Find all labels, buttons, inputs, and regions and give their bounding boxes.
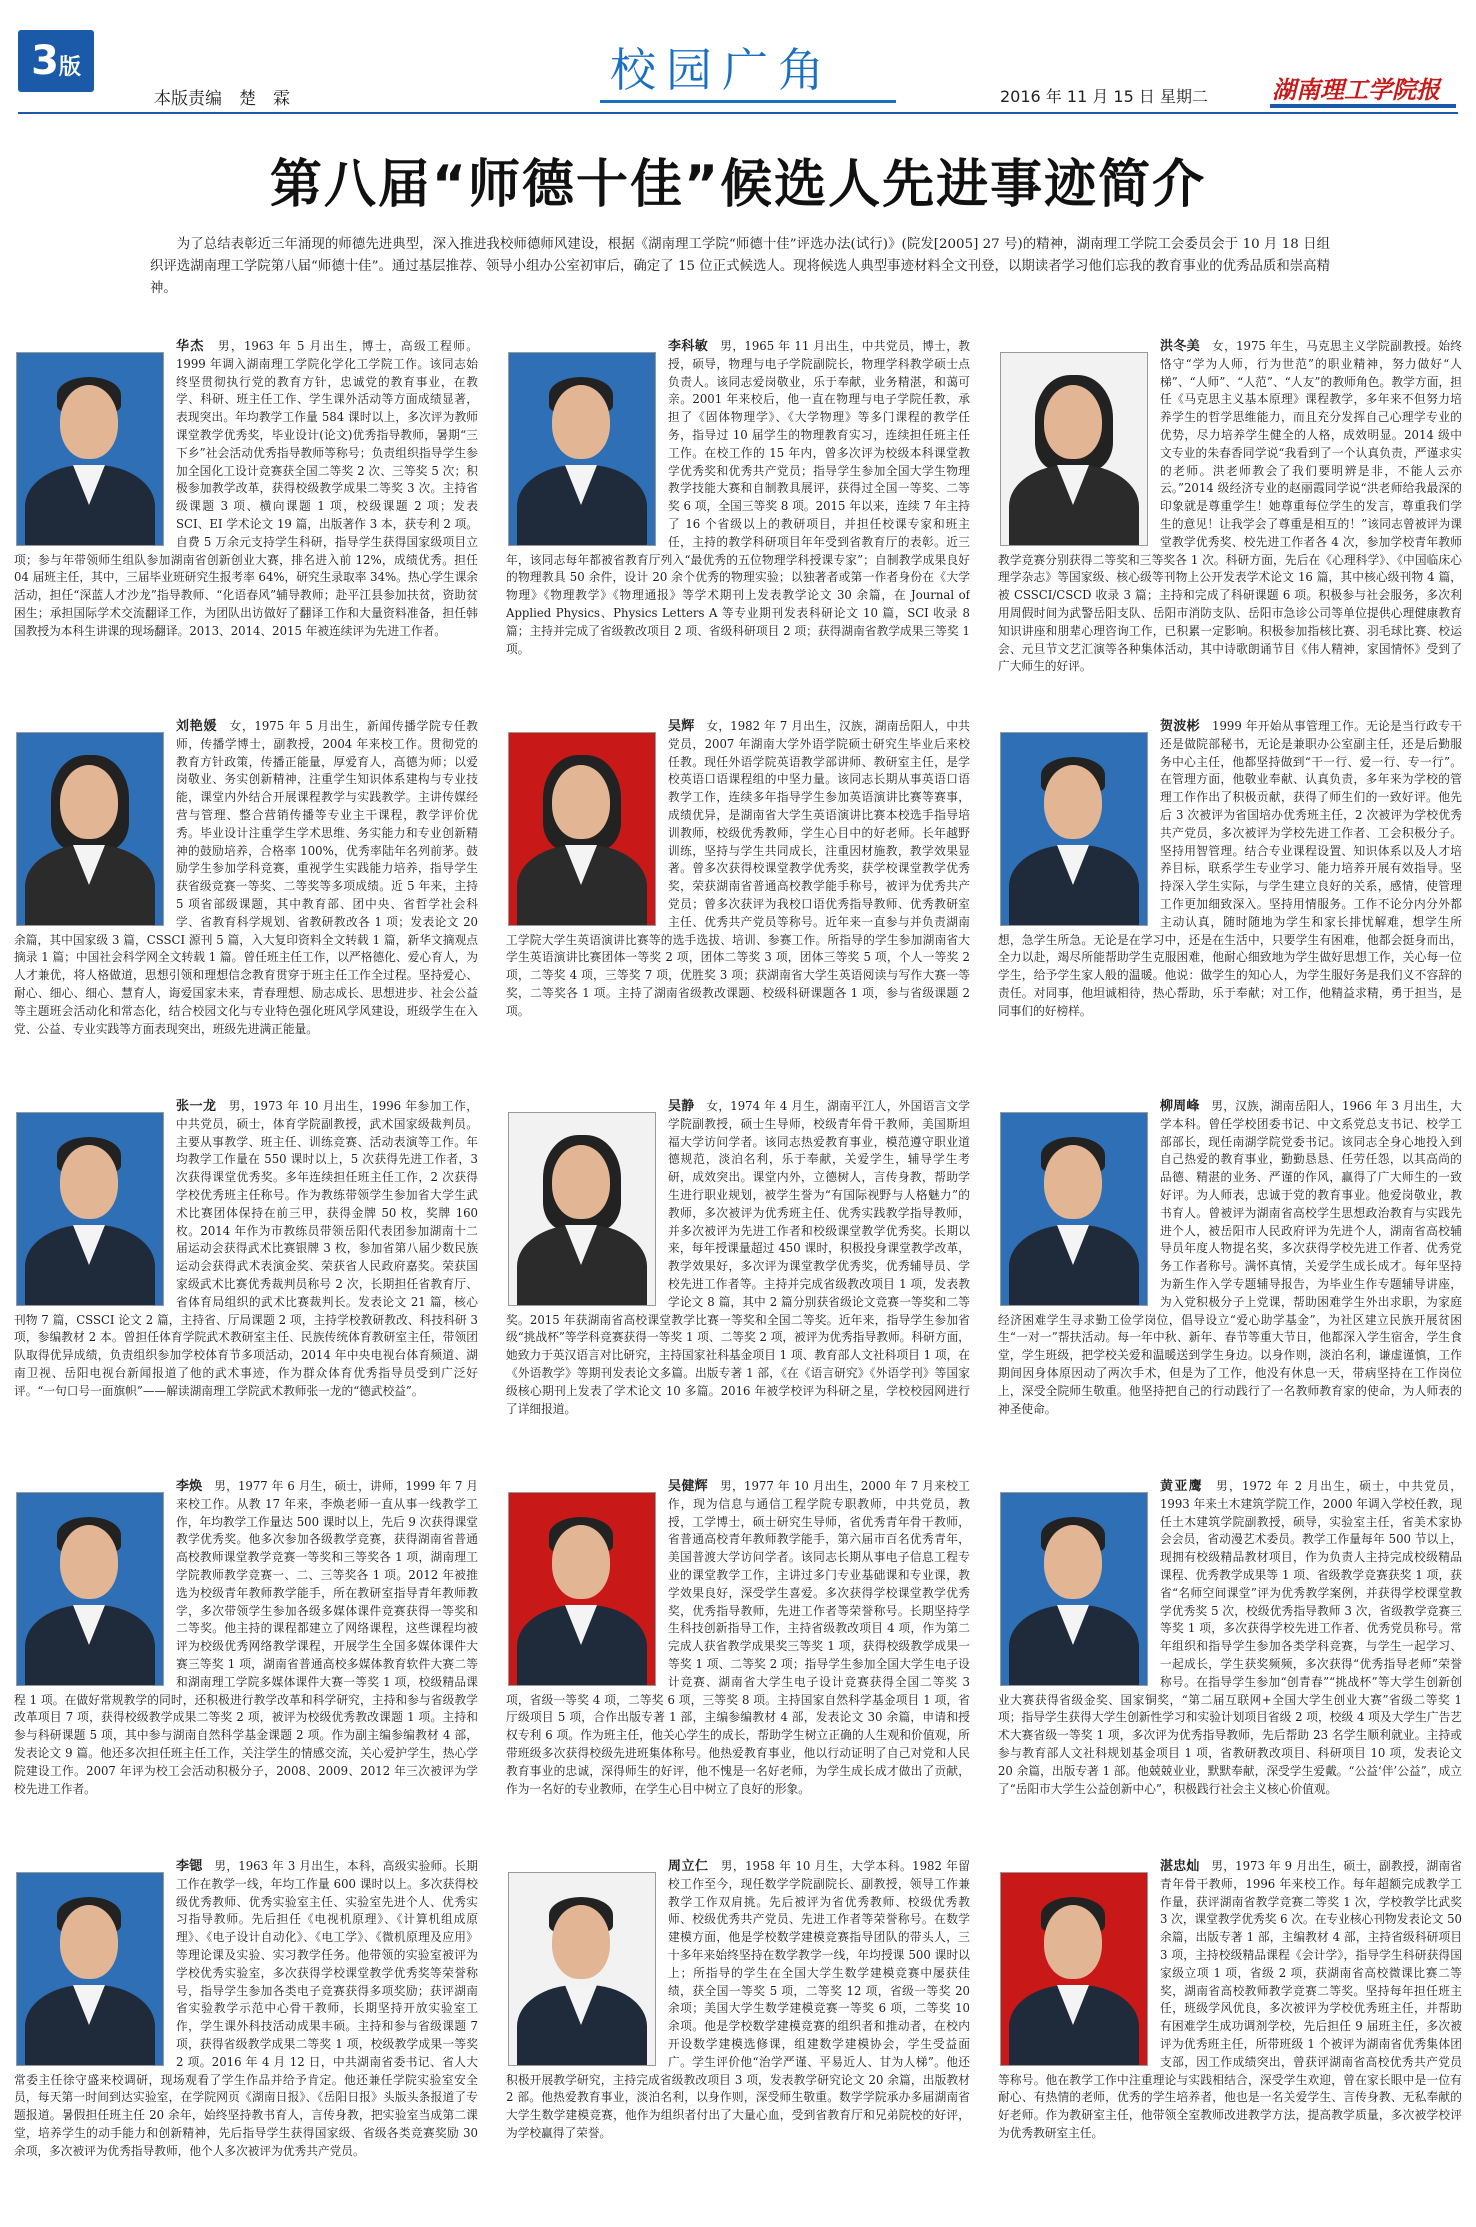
candidate-photo — [1000, 1492, 1148, 1686]
candidate-bio-text: 女，1982 年 7 月出生，汉族，湖南岳阳人，中共党员，2007 年湖南大学外语学院硕士研究生毕业后来校任教。现任外语学院英语教学部讲师、教研室主任，是学校英语口语课程组的中坚力量。该同志长期从事英语口语教学工作，连续多年指导学生参加英语演讲比赛等赛事，成绩优异，是湖南省大学生英语演讲比赛本校选手指导培训教师，校级优秀教师，学生心目中的好老师。长年越野训练，坚持与学生共同成长，注重因材施教，教学效果显著。曾多次获得校课堂教学优秀奖，获学校课堂教学优秀奖，荣获湖南省普通高校教学能手称号，被评为优秀共产党员；曾多次获评为我校口语优秀指导教师、优秀教研室主任、优秀共产党员等称号。近年来一直参与并负责湖南工学院大学生英语演讲比赛等的选手选拔、培训、参赛工作。所指导的学生参加湖南省大学生英语演讲比赛团体一等奖 2 项，团体二等奖 3 项，团体三等奖 5 项，个人一等奖 2 项，二等奖 4 项，三等奖 7 项，优胜奖 3 项；获湖南省大学生英语阅读与写作大赛一等奖，二等奖各 1 项。主持了湖南省级教改课题、校级科研课题各 1 项，参与省级课题 2 项。 — [506, 719, 970, 1018]
newspaper-brand: 湖南理工学院报 — [1272, 75, 1440, 104]
candidate-card — [506, 1470, 970, 1830]
candidate-card — [506, 330, 970, 690]
candidate-card — [998, 710, 1462, 1070]
candidate-bio-text: 女，1975 年 5 月出生，新闻传播学院专任教师，传播学博士，副教授，2004 年来校工作。贯彻党的教育方针政策，传播正能量，厚爱育人，高德为师；以爱岗敬业、务实创新精神，注重学生知识体系建构与专业技能，课堂内外结合开展课程教学与实践教学。主讲传媒经营与管理、整合营销传播等专业主干课程，教学评价优秀。毕业设计注重学生学术思维、务实能力和专业创新精神的鼓励培养，合格率 100%，优秀率陆年名列前茅。鼓励学生参加学科竞赛，重视学生实践能力培养，指导学生获省级竞赛一等奖、二等奖等多项成绩。近 5 年来，主持 5 项省部级课题，其中教育部、团中央、省哲学社会科学、省教育科学规划、省教研教改各 1 项；发表论文 20 余篇，其中国家级 3 篇，CSSCI 源刊 5 篇，入大复印资料全文转载 1 篇，新华文摘观点摘录 1 篇；中国社会科学网全文转载 1 篇。曾任班主任工作，以严格德化、爱心育人，为人才兼优，将人格做道，思想引领和理想信念教育贯穿于班主任工作全过程。坚持爱心、耐心、细心、细心、慧育人，诲爱国家未来，青春理想、励志成长、思想进步、社会公益等主题班会活动化和常态化，结合校园文化与专业特色强化班风学风建设，班级学生在入党、公益、专业实践等方面表现突出，班级先进满正能量。 — [14, 719, 478, 1036]
candidate-bio-text: 男，汉族，湖南岳阳人，1966 年 3 月出生，大学本科。曾任学校团委书记、中文系党总支书记、校学工部部长，现任南湖学院党委书记。该同志全身心地投入到自己热爱的教育事业，勤勤恳恳、任劳任怨，以其高尚的品德、精湛的业务、严谨的作风，赢得了广大师生的一致好评。为人师表，忠诚于党的教育事业。他爱岗敬业，教书育人。曾被评为湖南省高校学生思想政治教育与实践先进个人，被岳阳市人民政府评为先进个人，湖南省高校辅导员年度人物提名奖，多次获得学校先进工作者、优秀党务工作者称号。满怀真情，关爱学生成长成才。每年坚持为新生作入学专题辅导报告，为毕业生作专题辅导讲座，为入党积极分子上党课，帮助困难学生外出求职，为家庭经济困难学生寻求勤工俭学岗位，倡导设立“爱心助学基金”，为社区建立民族开展贫困生“一对一”帮扶活动。每一年中秋、新年、春节等重大节日，他都深入学生宿舍，学生食堂，学生班级，把学校关爱和温暖送到学生身边。以身作则，淡泊名利，谦虚谨慎，工作期间因身体原因动了两次手术，但是为了工作，他没有休息一天，带病坚持在工作岗位上，深受全院师生敬重。他坚持把自己的行动践行了一名教师教育家的使命，为人师表的神圣使命。 — [998, 1099, 1462, 1416]
candidate-card — [14, 1090, 478, 1450]
candidate-photo — [1000, 352, 1148, 546]
candidate-name: 柳周峰 — [1160, 1099, 1200, 1114]
candidate-bio-text: 1999 年开始从事管理工作。无论是当行政专干还是做院部秘书，无论是兼职办公室副主任，还是后勤服务中心主任，他都坚持做到“干一行、爱一行、专一行”。在管理方面，他敬业奉献、认真负责，多年来为学校的管理工作作出了积极贡献，获得了师生们的一致好评。他先后 3 次被评为省国培办优秀班主任，2 次被评为学校优秀共产党员，多次被评为学校先进工作者、工会积极分子。坚持用智管理。结合专业课程设置、知识体系以及人才培养目标，联系学生专业学习、能力培养开展有效指导。坚持深入学生实际，与学生建立良好的关系，感情，使管理工作更加细致深入。坚持用情服务。工作不论分内分外都主动认真，随时随地为学生和家长排忧解难，想学生所想，急学生所急。无论是在学习中，还是在生活中，只要学生有困难，他都会挺身而出，全力以赴，竭尽所能帮助学生克服困难，他耐心细致地为学生做好思想工作，关心每一位学生，给予学生家人般的温暖。他说：做学生的知心人，为学生服好务是我们义不容辞的责任。对同事，他坦诚相待，热心帮助，乐于奉献；对工作，他精益求精，勇于担当，是同事们的好榜样。 — [998, 719, 1462, 1018]
candidate-bio-text: 女，1975 年生，马克思主义学院副教授。始终恪守“学为人师，行为世范”的职业精神，努力做好“人梯”、“人师”、“人范”、“人友”的教师角色。教学方面，担任《马克思主义基本原理》课程教学，多年来不但努力培养学生的哲学思维能力，而且充分发挥自己心理学专业的优势，尽力培养学生健全的人格，成效明显。2014 级中文专业的朱春香同学说“我看到了一个认真负责，严谨求实的老师。洪老师教会了我们要明辨是非，不能人云亦云。”2014 级经济专业的赵丽霞同学说“洪老师给我最深的印象就是尊重学生！她尊重每位学生的发言，尊重我们学生的意见！让我学会了尊重是相互的！”该同志曾被评为课堂教学优秀奖、校先进工作者各 4 次，参加学校青年教师教学竞赛分别获得二等奖和三等奖各 1 次。科研方面，先后在《心理科学》、《中国临床心理学杂志》等国家级、核心级等刊物上公开发表学术论文 16 篇，其中核心级刊物 4 篇，被 CSSCI/CSCD 收录 3 篇；主持和完成了科研课题 6 项。积极参与社会服务，多次利用周假时间为武警岳阳支队、岳阳市消防支队、岳阳市急诊公司等单位提供心理健康教育知识讲座和朋辈心理咨询工作，已积累一定影响。积极参加指核比赛、羽毛球比赛、校运会、元旦节文艺汇演等各种集体活动，其中诗歌朗诵节目《伟人精神，家国情怀》受到了广大师生的好评。 — [998, 339, 1462, 674]
candidate-name: 周立仁 — [668, 1859, 709, 1874]
candidate-card — [998, 1850, 1462, 2210]
candidate-bio-text: 男，1963 年 5 月出生，博士，高级工程师。1999 年调入湖南理工学院化学化工学院工作。该同志始终坚贯彻执行党的教育方针，忠诚党的教育事业，在教学、科研、班主任工作、学生课外活动等方面成绩显著，表现突出。年均教学工作量 584 课时以上，多次评为教师课堂教学优秀奖，毕业设计(论文)优秀指导教师，暑期“三下乡”社会活动优秀指导教师等称号；负责组织指导学生参加全国化工设计竞赛获全国二等奖 2 次、三等奖 5 次；积极参加教学改革，获得校级教学成果二等奖 3 次。主持省级课题 3 项、横向课题 1 项，校级课题 2 项；发表 SCI、EI 学术论文 19 篇，出版著作 3 本，获专利 2 项。自费 5 万余元支持学生科研，指导学生获得国家级项目立项；参与年带领师生组队参加湖南省创新创业大赛，排名进入前 12%，成绩优秀。担任 04 届班主任，其中，三届毕业班研究生报考率 64%，研究生录取率 34%。热心学生课余活动，担任“深蓝人才沙龙”指导教师、“化语春风”辅导教师；赴平江县参加扶贫，资助贫困生；承担国际学术交流翻译工作，为团队出访做好了翻译工作和大量资料准备，担任韩国教授为本科生讲课的现场翻译。2013、2014、2015 年被连续评为先进工作者。 — [14, 339, 478, 638]
candidate-bio-text: 男，1977 年 6 月生，硕士，讲师，1999 年 7 月来校工作。从教 17 年来，李焕老师一直从事一线教学工作，年均教学工作量达 500 课时以上，先后 9 次获得课堂教学优秀奖。他多次参加各级教学竞赛，获得湖南省普通高校教师课堂教学竞赛一等奖和三等奖各 1 项，湖南理工学院教师教学竞赛一、二、三等奖各 1 项。2012 年被推选为校级青年教师教学能手，所在教研室指导青年教师教学，多次带领学生参加各级多媒体课件竞赛获得一等奖和二等奖。他主持的课程都建立了网络课程，这些课程均被评为校级优秀网络教学课程，开展学生全国多媒体课件大赛三等奖 1 项，湖南省普通高校多媒体教育软件大赛二等和湖南理工学院多媒体课件大赛一等奖 1 项，校级精品课程 1 项。在做好常规教学的同时，还积极进行教学改革和科学研究，主持和参与省级教学改革项目 7 项，获得校级教学成果二等奖 2 项，被评为校级优秀教改课题 1 项。主持和参与科研课题 5 项，其中参与湖南自然科学基金课题 2 项。作为副主编参编教材 4 部，发表论文 9 篇。他还多次担任班主任工作，关注学生的情感交流，关心爱护学生，热心学院建设工作。2007 年评为校工会活动积极分子，2008、2009、2012 年三次被评为学校先进工作者。 — [14, 1479, 478, 1796]
issue-date: 2016 年 11 月 15 日 星期二 — [1000, 87, 1208, 106]
candidate-name: 吴辉 — [668, 719, 695, 734]
candidate-name: 华杰 — [176, 339, 205, 354]
candidate-card — [506, 1090, 970, 1450]
candidate-name: 吴健辉 — [668, 1479, 708, 1494]
header-rule — [18, 112, 1458, 114]
candidate-name: 贺波彬 — [1160, 719, 1201, 734]
candidate-photo — [508, 1112, 656, 1306]
section-title: 校园广角 — [610, 43, 834, 97]
candidate-name: 湛忠灿 — [1160, 1859, 1200, 1874]
candidate-card — [14, 710, 478, 1070]
candidate-photo — [16, 352, 164, 546]
candidate-photo — [1000, 732, 1148, 926]
candidate-photo — [508, 1872, 656, 2066]
headline: 第八届“师德十佳”候选人先进事迹简介 — [269, 155, 1207, 215]
candidate-photo — [508, 352, 656, 546]
candidate-photo — [508, 1492, 656, 1686]
section-underline — [600, 100, 896, 103]
candidate-card — [14, 1850, 478, 2210]
candidate-bio-text: 男，1963 年 3 月出生，本科，高级实验师。长期工作在教学一线，年均工作量 600 课时以上。多次获得校级优秀教师、优秀实验室主任、实验室先进个人、优秀实习指导教师。先后担任《电视机原理》、《计算机组成原理》、《电子设计自动化》、《电工学》、《微机原理及应用》等理论课及实验、实习教学任务。他带领的实验室被评为学校优秀实验室，多次获得学校课堂教学优秀奖等荣誉称号，指导学生参加各类电子竞赛获得多项奖励；获评湖南省实验教学示范中心骨干教师，长期坚持开放实验室工作，学生课外科技活动成果丰硕。主持和参与省级课题 7 项，获得省级教学成果二等奖 1 项，校级教学成果一等奖 2 项。2016 年 4 月 12 日，中共湖南省委书记、省人大常委主任徐守盛来校调研，现场观看了学生作品并给予肯定。他还兼任学院实验室安全员，每天第一时间到达实验室，在学院网页《湖南日报》、《岳阳日报》头版头条报道了专题报道。暑假担任班主任 20 余年，始终坚持教书育人，言传身教，把实验室当成第二课堂，培养学生的动手能力和创新精神，先后指导学生获得国家级、省级各类竞赛奖励 30 余项，多次被评为优秀指导教师，他个人多次被评为优秀共产党员。 — [14, 1859, 478, 2158]
candidate-bio-text: 男，1977 年 10 月出生，2000 年 7 月来校工作，现为信息与通信工程学院专职教师，中共党员，教授，工学博士，硕士研究生导师，省优秀青年骨干教师，省普通高校青年教师教学能手，第六届市百名优秀青年，美国普渡大学访问学者。该同志长期从事电子信息工程专业的课堂教学工作，主讲过多门专业基础课和专业课，教学效果良好，深受学生喜爱。多次获得学校课堂教学优秀奖，优秀指导教师，先进工作者等荣誉称号。长期坚持学生科技创新指导工作，主持省级教改项目 4 项，作为第二完成人获省教学成果奖三等奖 1 项，获得校级教学成果一等奖 1 项、二等奖 2 项；指导学生参加全国大学生电子设计竞赛、湖南省大学生电子设计竞赛获得全国二等奖 3 项，省级一等奖 4 项，二等奖 6 项，三等奖 8 项。主持国家自然科学基金项目 1 项，省厅级项目 5 项，合作出版专著 1 部，主编参编教材 4 部，发表论文 30 余篇，申请和授权专利 6 项。作为班主任，他关心学生的成长，帮助学生树立正确的人生观和价值观，所带班级多次获得校级先进班集体称号。他热爱教育事业，他以行动证明了自己对党和人民教育事业的忠诚，深得师生的好评，他不愧是一名好老师，为学生成长成才做出了贡献，作为一名好的专业教师，在学生心目中树立了良好的形象。 — [506, 1479, 970, 1796]
candidate-bio-text: 男，1958 年 10 月生，大学本科。1982 年留校工作至今，现任数学学院副院长、副教授，领导工作兼教学工作双肩挑。先后被评为省优秀教师、校级优秀教师、校级优秀共产党员、先进工作者等荣誉称号。在数学建模方面，他是学校数学建模竞赛指导团队的带头人，三十多年来始终坚持在数学教学一线，年均授课 500 课时以上；所指导的学生在全国大学生数学建模竞赛中屡获佳绩，获全国一等奖 5 项，二等奖 12 项，省级一等奖 20 余项；美国大学生数学建模竞赛一等奖 6 项，二等奖 10 余项。他是学校数学建模竞赛的组织者和推动者，在校内开设数学建模选修课，组建数学建模协会，学生受益面广。学生评价他“治学严谨、平易近人、甘为人梯”。他还积极开展教学研究，主持完成省级教改项目 3 项，发表教学研究论文 20 余篇，出版教材 2 部。他热爱教育事业，淡泊名利，以身作则，深受师生敬重。数学学院承办多届湖南省大学生数学建模竞赛，他作为组织者付出了大量心血，受到省教育厅和兄弟院校的好评，为学校赢得了荣誉。 — [506, 1859, 970, 2140]
candidate-bio-text: 男，1965 年 11 月出生，中共党员，博士，教授，硕导，物理与电子学院副院长，物理学科教学硕士点负责人。该同志爱岗敬业，乐于奉献，业务精湛，和蔼可亲。2001 年来校后，他一直在物理与电子学院任教，承担了《固体物理学》、《大学物理》等多门课程的教学任务，指导过 10 届学生的物理教育实习，连续担任班主任工作。在校工作的 15 年内，曾多次评为校级本科课堂教学优秀奖和优秀共产党员；指导学生参加全国大学生物理教学技能大赛和自制教具展评，获得过全国一等奖、二等奖 6 项，全国三等奖 8 项。2015 年以来，连续 7 年主持了 16 个省级以上的教研项目，并担任校课专家和班主任，主持的教学科研项目年年受到省教育厅的表彰。近三年，该同志每年都被省教育厅列入“最优秀的五位物理学科授课专家”；自制教学成果良好的物理教具 50 余件，设计 20 余个优秀的物理实验；以独著者或第一作者身份在《大学物理》《物理教学》《物理通报》等学术期刊上发表教学论文 30 余篇，在 Journal of Applied Physics、Physics Letters A 等专业期刊发表科研论文 10 篇，SCI 收录 8 篇；主持并完成了省级教改项目 2 项、省级科研项目 2 项；获得湖南省教学成果三等奖 1 项。 — [506, 339, 970, 656]
candidate-card — [14, 330, 478, 690]
page-suffix: 版 — [58, 55, 81, 80]
candidate-bio-text: 女，1974 年 4 月生，湖南平江人，外国语言文学学院副教授，硕士生导师，校级青年骨干教师，美国斯坦福大学访问学者。该同志热爱教育事业，模范遵守职业道德规范，淡泊名利，乐于奉献，关爱学生，辅导学生考研，成效突出。课堂内外，立德树人，言传身教，帮助学生进行职业规划，被学生誉为“有国际视野与人格魅力”的教师，多次被评为优秀班主任、优秀实践教学指导教师，并多次被评为先进工作者和校级课堂教学优秀奖。长期以来，每年授课量超过 450 课时，积极投身课堂教学改革，教学效果好，多次评为课堂教学优秀奖，优秀辅导员、学校先进工作者等。主持并完成省级教改项目 1 项，发表教学论文 8 篇，其中 2 篇分别获省级论文竞赛一等奖和二等奖。2015 年获湖南省高校课堂教学比赛一等奖和全国二等奖。近年来，指导学生参加省级“挑战杯”等学科竞赛获得一等奖 1 项、二等奖 2 项，被评为优秀指导教师。科研方面，她致力于英汉语言对比研究，主持国家社科基金项目 1 项、教育部人文社科项目 1 项，在《外语教学》等期刊发表论文多篇。出版专著 1 部，《在《语言研究》《外语学刊》等国家级核心期刊上发表了学术论文 10 多篇。2016 年被学校评为科研之星，学校校园网进行了详细报道。 — [506, 1099, 970, 1416]
candidate-photo — [16, 732, 164, 926]
candidate-bio-text: 男，1973 年 10 月出生，1996 年参加工作，中共党员，硕士，体育学院副教授，武术国家级裁判员。主要从事教学、班主任、训练竞赛、活动表演等工作。年均教学工作量在 550 课时以上，5 次获得先进工作者，3 次获得课堂优秀奖。多年连续担任班主任工作，2 次获得学校优秀班主任称号。作为教练带领学生参加省大学生武术比赛团体保持在前三甲，获得金牌 50 枚，奖牌 160 枚。2014 年作为市教练员带领岳阳代表团参加湖南十二届运动会获得武术比赛银牌 3 枚，参加省第八届少数民族运动会获得武术表演金奖、荣获省人民政府嘉奖。荣获国家级武术比赛优秀裁判员称号 2 次，长期担任省教育厅、省体育局组织的武术比赛裁判长。发表论文 21 篇，核心刊物 7 篇，CSSCI 论文 2 篇，主持省、厅局课题 2 项，主持学校教研教改、科技科研 3 项，参编教材 2 本。曾担任体育学院武术教研室主任、民族传统体育教研室主任，带领团队取得优异成绩，负责组织参加学校体育节多项活动，2014 年中央电视台体育频道、湖南卫视、岳阳电视台新闻报道了他的武术事迹，作为群众体育优秀指导员受到广泛好评。“一句口号一面旗帜”——解读湖南理工学院武术教师张一龙的“德武校益”。 — [14, 1099, 478, 1398]
candidate-name: 李焕 — [176, 1479, 203, 1494]
candidate-card — [506, 1850, 970, 2210]
intro-paragraph: 为了总结表彰近三年涌现的师德先进典型，深入推进我校师德师风建设，根据《湖南理工学院“师德十佳”评选办法(试行)》(院发[2005] 27 号)的精神，湖南理工学院工会委员会于 10 月 18 日组织评选湖南理工学院第八届“师德十佳”。通过基层推荐、领导小组办公室初审后，确定了 15 位正式候选人。现将候选人典型事迹材料全文刊登，以期读者学习他们忘我的教育事业的优秀品质和崇高精神。 — [150, 237, 1330, 296]
candidate-card — [998, 330, 1462, 690]
candidate-photo — [16, 1872, 164, 2066]
candidate-bio-text: 男，1973 年 9 月出生，硕士，副教授，湖南省青年骨干教师，1996 年来校工作。每年超额完成教学工作量，获评湖南省教学竞赛二等奖 1 次，学校教学比武奖 3 次，课堂教学优秀奖 6 次。在专业核心刊物发表论文 50 余篇，出版专著 1 部，主编教材 4 部，主持省级科研项目 3 项，主持校级精品课程《会计学》，指导学生科研获得国家级立项 1 项，省级 2 项，获湖南省高校微课比赛二等奖，湖南省高校教师教学竞赛二等奖。坚持每年担任班主任，班级学风优良，多次被评为学校优秀班主任，并帮助有困难学生成功调剂学校，先后担任 9 届班主任，多次被评为优秀班主任，所带班级 1 个被评为湖南省优秀集体团支部，因工作成绩突出，曾获评湖南省高校优秀共产党员等称号。他在教学工作中注重理论与实践相结合，深受学生欢迎，曾在家长眼中是一位有耐心、有热情的老师，优秀的学生培养者，他也是一名关爱学生、言传身教、无私奉献的好老师。作为教研室主任，他带领全室教师改进教学方法，提高教学质量，多次被学校评为优秀教研室主任。 — [998, 1859, 1462, 2140]
candidate-grid — [14, 330, 1464, 2220]
editor-credit: 本版责编 楚 霖 — [154, 89, 290, 109]
masthead — [0, 0, 1476, 118]
page-number-badge — [18, 30, 94, 92]
candidate-name: 洪冬美 — [1160, 339, 1201, 354]
candidate-photo — [16, 1492, 164, 1686]
candidate-photo — [16, 1112, 164, 1306]
candidate-card — [506, 710, 970, 1070]
candidate-photo — [1000, 1872, 1148, 2066]
candidate-card — [998, 1470, 1462, 1830]
candidate-name: 张一龙 — [176, 1099, 217, 1114]
candidate-card — [14, 1470, 478, 1830]
page-number: 3 — [31, 38, 59, 84]
candidate-name: 李锶 — [176, 1859, 203, 1874]
candidate-bio-text: 男，1972 年 2 月出生，硕士，中共党员，1993 年来土木建筑学院工作，2000 年调入学校任教，现任土木建筑学院副教授，硕导，实验室主任，省美术家协会会员，省动漫艺术委员。教学工作量每年 500 节以上，现拥有校级精品教材项目，作为负责人主持完成校级精品课程、优秀教学成果等 1 项、省级教学竞赛获奖 1 项，获省“名师空间课堂”评为优秀教学案例，并获得学校课堂教学优秀奖 5 次，校级优秀指导教师 3 次，省级教学竞赛三等奖 1 项，多次获得学校先进工作者、优秀党员称号。常年组织和指导学生参加各类学科竞赛，与学生一起学习、一起成长，学生获奖频频，多次获得“优秀指导老师”荣誉称号。在指导学生参加“创青春”“挑战杯”等大学生创新创业大赛获得省级金奖、国家铜奖，“第二届互联网+全国大学生创业大赛”省级二等奖 1 项；指导学生获得大学生创新性学习和实验计划项目省级 2 项，校级 4 项及大学生广告艺术大赛省级一等奖 1 项，多次评为优秀指导教师，先后帮助 23 名学生顺利就业。主持或参与教育部人文社科规划基金项目 1 项，省教研教改项目、科研项目 10 项，发表论文 20 余篇，出版专著 1 部。他兢兢业业，默默奉献，深受学生爱戴。“公益‘伴’公益”，成立了“岳阳市大学生公益创新中心”，积极践行社会主义核心价值观。 — [998, 1479, 1462, 1796]
candidate-photo — [508, 732, 656, 926]
candidate-name: 吴静 — [668, 1099, 695, 1114]
candidate-card — [998, 1090, 1462, 1450]
candidate-name: 李科敏 — [668, 339, 709, 354]
candidate-name: 刘艳媛 — [176, 719, 218, 734]
candidate-photo — [1000, 1112, 1148, 1306]
brand-underline — [1270, 104, 1456, 108]
candidate-name: 黄亚鹰 — [1160, 1479, 1203, 1494]
